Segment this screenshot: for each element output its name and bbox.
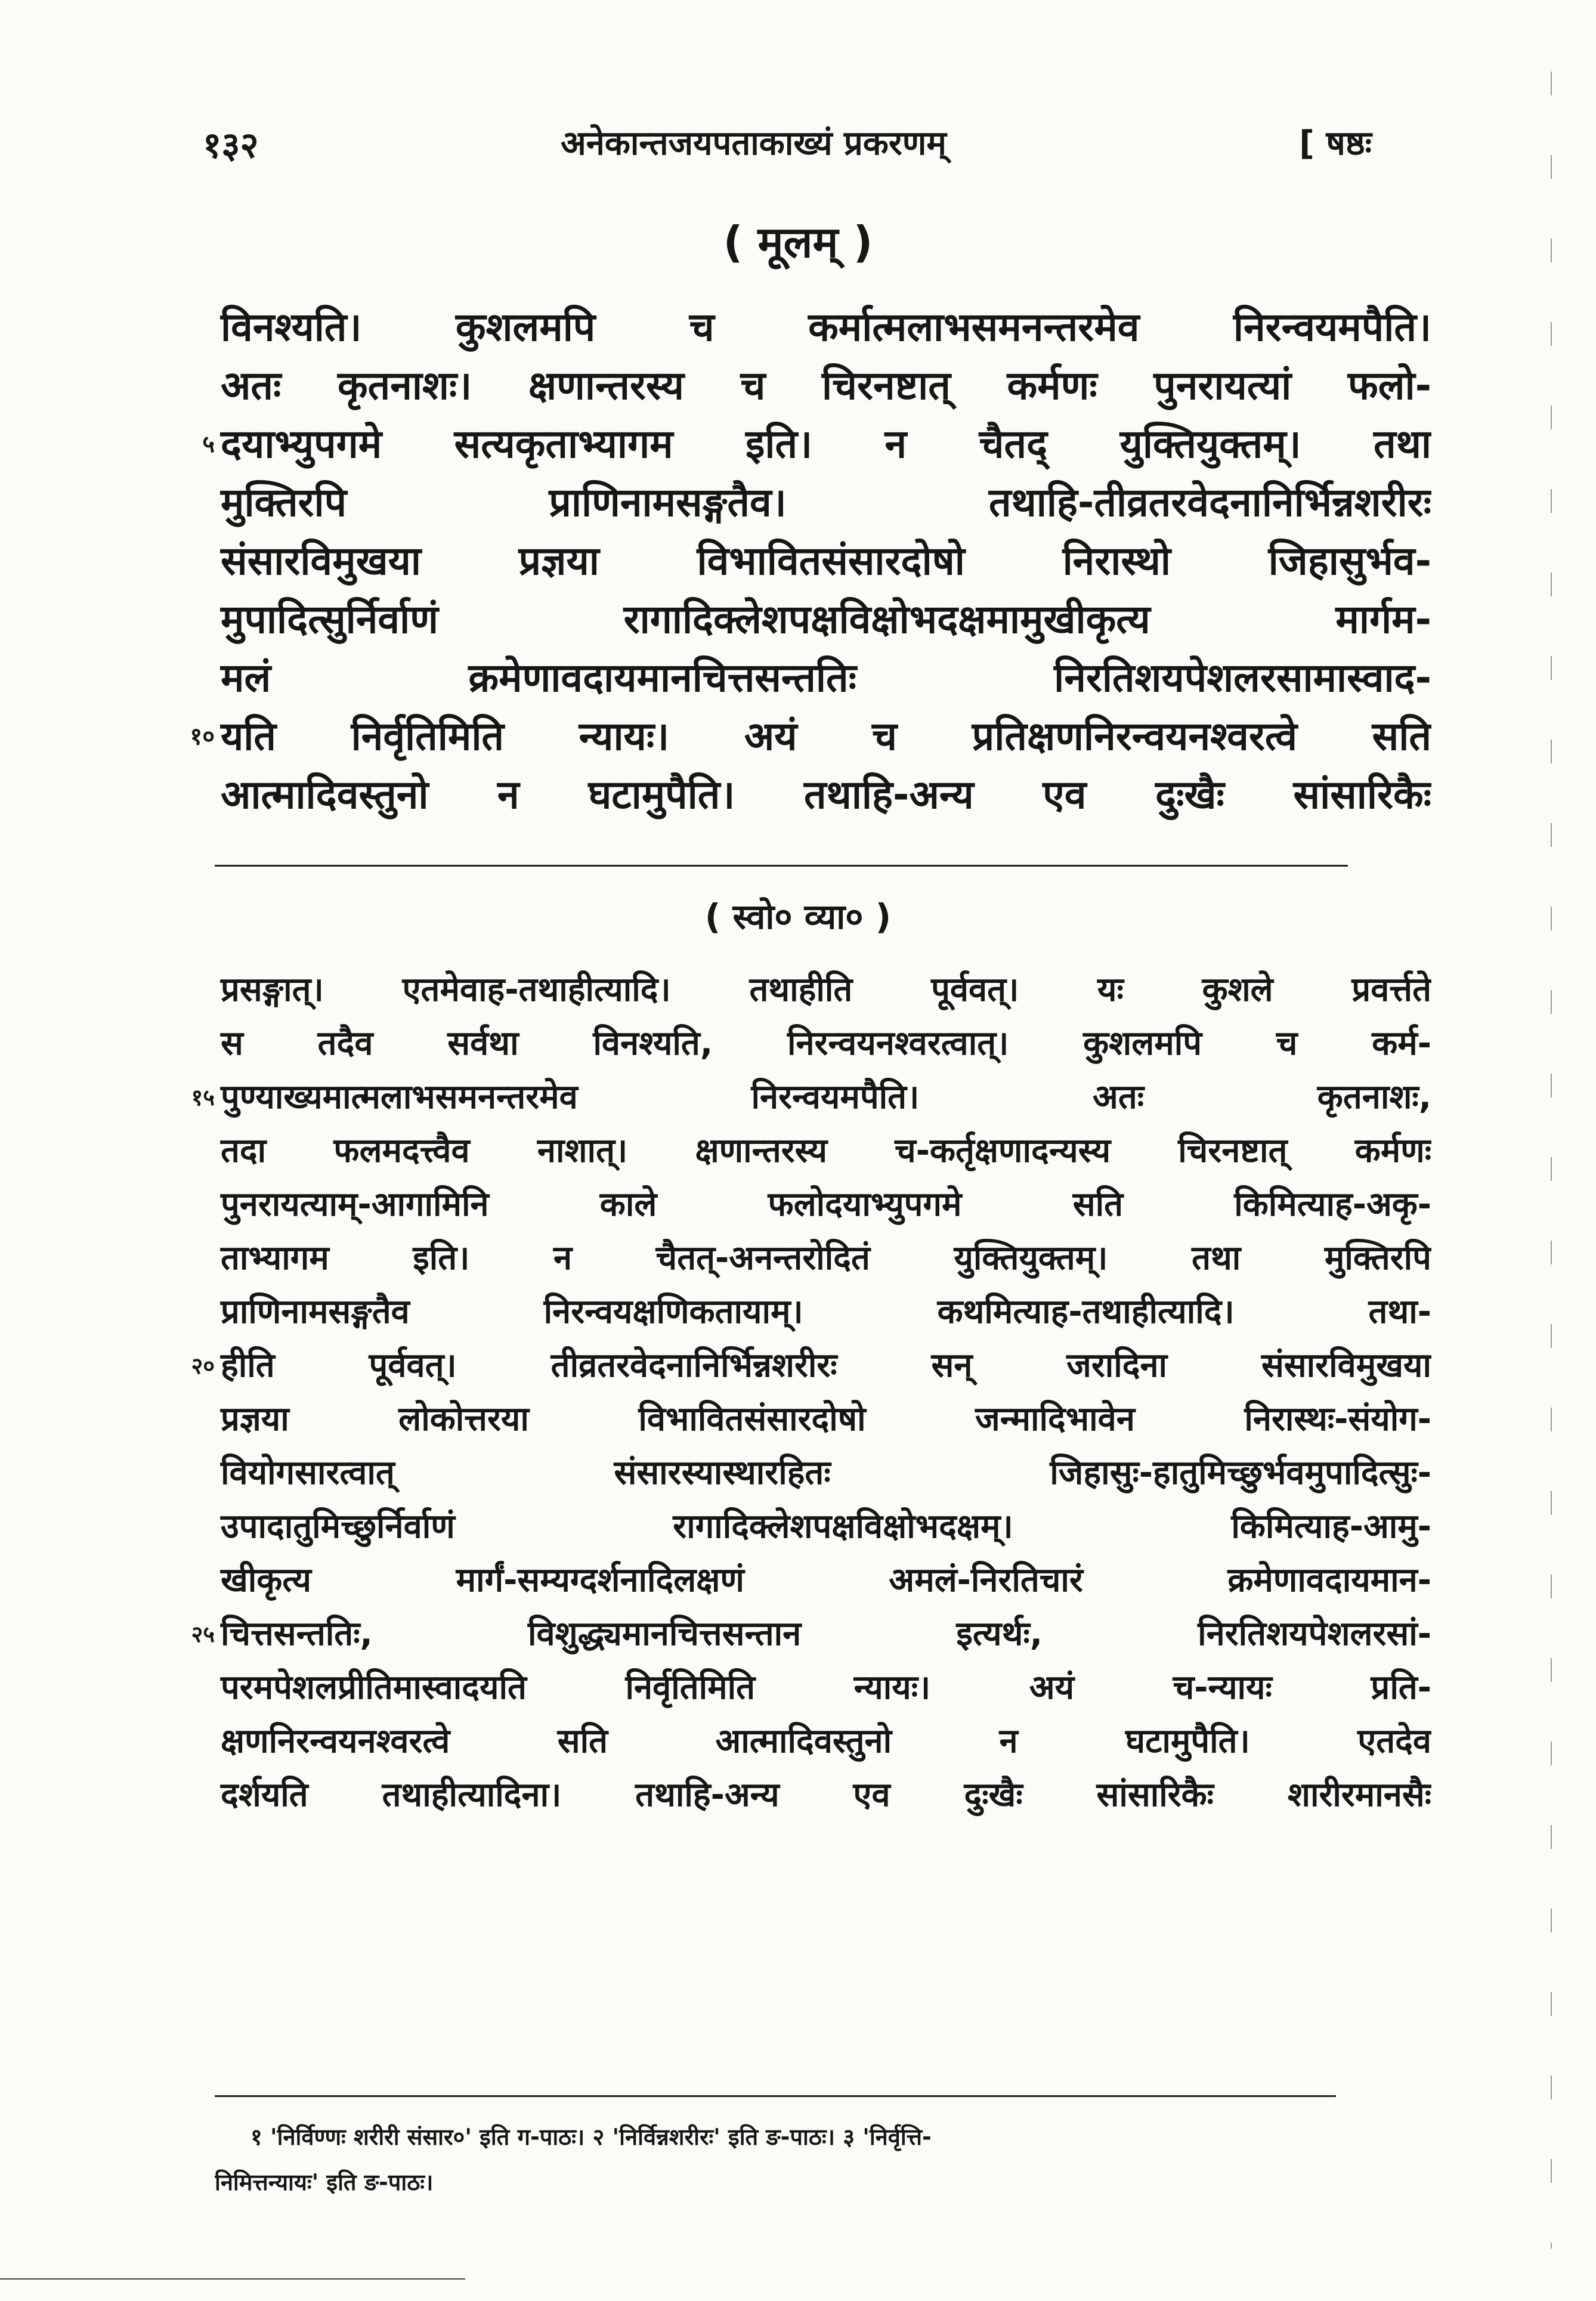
text-line — [143, 298, 1431, 357]
line-text: खीकृत्य मार्गं-सम्यग्दर्शनादिलक्षणं अमलं-निरतिचारं क्रमेणावदायमान- — [221, 1561, 1431, 1600]
line-text: वियोगसारत्वात् संसारस्यास्थारहितः जिहासुः-हातुमिच्छुर्भवमुपादित्सुः- — [221, 1453, 1431, 1492]
text-line — [143, 649, 1431, 707]
line-text: उपादातुमिच्छुर्निर्वाणं रागादिक्लेशपक्षविक्षोभदक्षम्। किमित्याह-आमु- — [221, 1507, 1431, 1546]
text-line — [143, 707, 1431, 766]
text-line — [143, 1124, 1431, 1178]
text-line — [143, 1393, 1431, 1446]
text-line — [143, 415, 1431, 474]
line-text: संसारविमुखया प्रज्ञया विभावितसंसारदोषो निरास्थो जिहासुर्भव- — [221, 538, 1431, 584]
footnotes — [215, 2114, 1336, 2205]
line-text: यति निर्वृतिमिति न्यायः। अयं च प्रतिक्षणनिरन्वयनश्वरत्वे सति — [221, 713, 1431, 759]
line-text: पुनरायत्याम्-आगामिनि काले फलोदयाभ्युपगमे सति किमित्याह-अकृ- — [221, 1185, 1431, 1224]
scan-bottom-artifact — [0, 2278, 465, 2280]
line-number: १० — [190, 723, 215, 750]
text-line — [143, 1178, 1431, 1232]
footnote-divider — [215, 2095, 1336, 2097]
line-number: १५ — [191, 1084, 215, 1111]
line-text: क्षणनिरन्वयनश्वरत्वे सति आत्मादिवस्तुनो न घटामुपैति। एतदेव — [221, 1722, 1431, 1761]
footnote-line: १ 'निर्विण्णः शरीरी संसार०' इति ग-पाठः। २ 'निर्विन्नशरीरः' इति ङ-पाठः। ३ 'निर्वृत्ति- — [250, 2124, 932, 2150]
line-number: २५ — [191, 1621, 215, 1647]
running-title: अनेकान्तजयपताकाख्यं प्रकरणम् — [561, 124, 947, 163]
line-text: आत्मादिवस्तुनो न घटामुपैति। तथाहि-अन्य एव दुःखैः सांसारिकैः — [221, 772, 1431, 818]
text-line — [143, 474, 1431, 532]
line-text: मुपादित्सुर्निर्वाणं रागादिक्लेशपक्षविक्षोभदक्षमामुखीकृत्य मार्गम- — [221, 596, 1431, 642]
line-text: परमपेशलप्रीतिमास्वादयति निर्वृतिमिति न्यायः। अयं च-न्यायः प्रति- — [221, 1668, 1431, 1707]
line-text: हीति पूर्ववत्। तीव्रतरवेदनानिर्भिन्नशरीरः सन् जरादिना संसारविमुखया — [221, 1346, 1431, 1385]
line-text: विनश्यति। कुशलमपि च कर्मात्मलाभसमनन्तरमेव निरन्वयमपैति। — [221, 304, 1431, 350]
text-line — [143, 590, 1431, 649]
text-line — [143, 1017, 1431, 1071]
line-text: मुक्तिरपि प्राणिनामसङ्गतैव। तथाहि-तीव्रतरवेदनानिर्भिन्नशरीरः — [221, 480, 1431, 525]
text-line — [143, 1339, 1431, 1393]
text-line — [143, 1071, 1431, 1124]
line-number: ५ — [202, 431, 215, 458]
section-divider — [215, 865, 1348, 867]
line-text: प्रज्ञया लोकोत्तरया विभावितसंसारदोषो जन्मादिभावेन निरास्थः-संयोग- — [221, 1400, 1431, 1439]
page-header — [203, 119, 1372, 167]
text-line — [143, 766, 1431, 824]
text-line — [143, 1661, 1431, 1715]
line-text: अतः कृतनाशः। क्षणान्तरस्य च चिरनष्टात् कर्मणः पुनरायत्यां फलो- — [221, 363, 1431, 409]
line-text: प्राणिनामसङ्गतैव निरन्वयक्षणिकतायाम्। कथमित्याह-तथाहीत्यादि। तथा- — [221, 1292, 1431, 1331]
line-number: २० — [191, 1353, 215, 1379]
section-label: [ षष्ठः — [1299, 124, 1372, 163]
text-line — [143, 963, 1431, 1017]
text-line — [143, 1232, 1431, 1285]
page-number: १३२ — [203, 125, 259, 166]
text-line — [143, 1446, 1431, 1500]
line-text: मलं क्रमेणावदायमानचित्तसन्ततिः निरतिशयपेशलरसामास्वाद- — [221, 655, 1431, 701]
line-text: दयाभ्युपगमे सत्यकृताभ्यागम इति। न चैतद् युक्तियुक्तम्। तथा — [221, 421, 1431, 467]
text-line — [143, 1554, 1431, 1607]
text-line — [143, 1715, 1431, 1768]
mool-heading: ( मूलम् ) — [723, 217, 873, 267]
mool-text-block — [143, 298, 1431, 824]
line-text: प्रसङ्गात्। एतमेवाह-तथाहीत्यादि। तथाहीति पूर्ववत्। यः कुशले प्रवर्त्तते — [221, 970, 1431, 1009]
text-line — [143, 357, 1431, 415]
text-line — [143, 532, 1431, 590]
line-text: चित्तसन्ततिः, विशुद्ध्यमानचित्तसन्तान इत्यर्थः, निरतिशयपेशलरसां- — [221, 1615, 1431, 1653]
line-text: तदा फलमदत्त्वैव नाशात्। क्षणान्तरस्य च-कर्तृक्षणादन्यस्य चिरनष्टात् कर्मणः — [221, 1131, 1431, 1170]
line-text: दर्शयति तथाहीत्यादिना। तथाहि-अन्य एव दुःखैः सांसारिकैः शारीरमानसैः — [221, 1776, 1431, 1814]
commentary-text-block — [143, 963, 1431, 1822]
footnote-line: निमित्तन्यायः' इति ङ-पाठः। — [215, 2169, 434, 2195]
line-text: स तदैव सर्वथा विनश्यति, निरन्वयनश्वरत्वात्। कुशलमपि च कर्म- — [221, 1024, 1431, 1063]
text-line — [143, 1285, 1431, 1339]
commentary-heading: ( स्वो० व्या० ) — [704, 896, 892, 937]
text-line — [143, 1768, 1431, 1822]
line-text: पुण्याख्यमात्मलाभसमनन्तरमेव निरन्वयमपैति। अतः कृतनाशः, — [221, 1078, 1431, 1117]
scan-edge-artifact — [1551, 72, 1552, 2249]
text-line — [143, 1607, 1431, 1661]
text-line — [143, 1500, 1431, 1554]
line-text: ताभ्यागम इति। न चैतत्-अनन्तरोदितं युक्तियुक्तम्। तथा मुक्तिरपि — [221, 1239, 1431, 1278]
